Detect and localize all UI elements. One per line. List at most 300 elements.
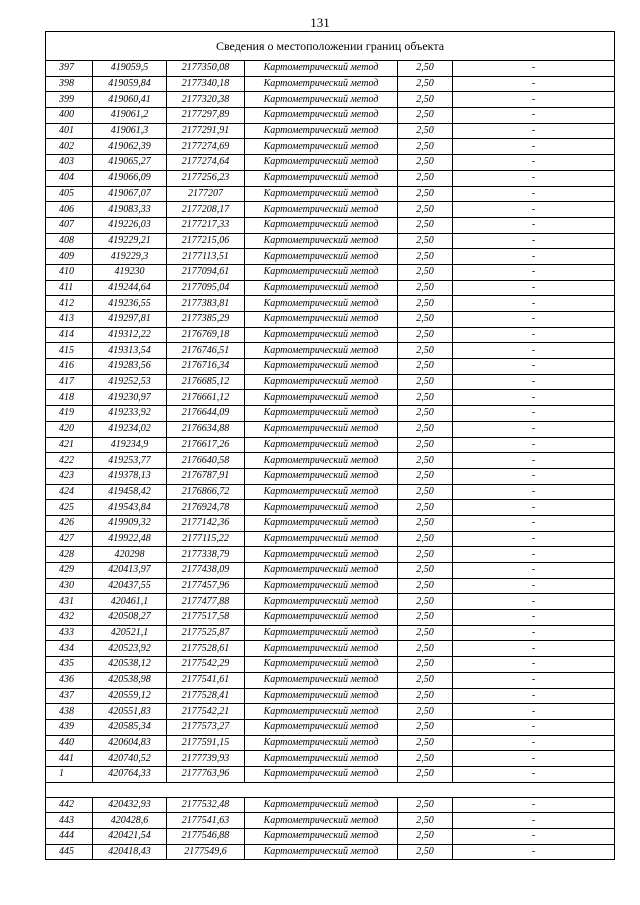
method-cell: Картометрический метод	[245, 829, 398, 845]
y-coordinate-cell: 2177541,61	[167, 672, 245, 688]
y-coordinate-cell: 2177291,91	[167, 123, 245, 139]
accuracy-cell: 2,50	[398, 704, 453, 720]
accuracy-cell: 2,50	[398, 61, 453, 77]
x-coordinate-cell: 419922,48	[93, 531, 167, 547]
x-coordinate-cell: 419297,81	[93, 312, 167, 328]
table-row	[46, 155, 615, 171]
table-row	[46, 672, 615, 688]
point-number-cell: 410	[46, 264, 93, 280]
method-cell: Картометрический метод	[245, 123, 398, 139]
x-coordinate-cell: 420585,34	[93, 719, 167, 735]
method-cell: Картометрический метод	[245, 547, 398, 563]
x-coordinate-cell: 420461,1	[93, 594, 167, 610]
accuracy-cell: 2,50	[398, 312, 453, 328]
method-cell: Картометрический метод	[245, 766, 398, 782]
method-cell: Картометрический метод	[245, 421, 398, 437]
y-coordinate-cell: 2177541,63	[167, 813, 245, 829]
accuracy-cell: 2,50	[398, 500, 453, 516]
x-coordinate-cell: 420521,1	[93, 625, 167, 641]
accuracy-cell: 2,50	[398, 766, 453, 782]
accuracy-cell: 2,50	[398, 123, 453, 139]
description-cell: -	[453, 233, 615, 249]
x-coordinate-cell: 419234,02	[93, 421, 167, 437]
point-number-cell: 442	[46, 797, 93, 813]
accuracy-cell: 2,50	[398, 547, 453, 563]
y-coordinate-cell: 2177438,09	[167, 563, 245, 579]
page-number: 131	[310, 15, 330, 30]
x-coordinate-cell: 419229,21	[93, 233, 167, 249]
description-cell: -	[453, 515, 615, 531]
table-row	[46, 500, 615, 516]
table-row	[46, 421, 615, 437]
y-coordinate-cell: 2176685,12	[167, 374, 245, 390]
x-coordinate-cell: 420413,97	[93, 563, 167, 579]
y-coordinate-cell: 2177350,08	[167, 61, 245, 77]
y-coordinate-cell: 2177528,41	[167, 688, 245, 704]
accuracy-cell: 2,50	[398, 170, 453, 186]
x-coordinate-cell: 419244,64	[93, 280, 167, 296]
point-number-cell: 443	[46, 813, 93, 829]
y-coordinate-cell: 2177739,93	[167, 751, 245, 767]
point-number-cell: 436	[46, 672, 93, 688]
accuracy-cell: 2,50	[398, 217, 453, 233]
x-coordinate-cell: 419252,53	[93, 374, 167, 390]
x-coordinate-cell: 419059,84	[93, 76, 167, 92]
description-cell: -	[453, 641, 615, 657]
y-coordinate-cell: 2177477,88	[167, 594, 245, 610]
table-row	[46, 327, 615, 343]
x-coordinate-cell: 420604,83	[93, 735, 167, 751]
x-coordinate-cell: 420508,27	[93, 610, 167, 626]
accuracy-cell: 2,50	[398, 233, 453, 249]
point-number-cell: 412	[46, 296, 93, 312]
accuracy-cell: 2,50	[398, 390, 453, 406]
table-row	[46, 170, 615, 186]
y-coordinate-cell: 2177385,29	[167, 312, 245, 328]
method-cell: Картометрический метод	[245, 61, 398, 77]
accuracy-cell: 2,50	[398, 829, 453, 845]
method-cell: Картометрический метод	[245, 797, 398, 813]
y-coordinate-cell: 2177115,22	[167, 531, 245, 547]
accuracy-cell: 2,50	[398, 625, 453, 641]
table-row	[46, 625, 615, 641]
table-row	[46, 280, 615, 296]
method-cell: Картометрический метод	[245, 312, 398, 328]
x-coordinate-cell: 419253,77	[93, 453, 167, 469]
table-row	[46, 766, 615, 782]
x-coordinate-cell: 419230,97	[93, 390, 167, 406]
accuracy-cell: 2,50	[398, 359, 453, 375]
y-coordinate-cell: 2177215,06	[167, 233, 245, 249]
point-number-cell: 429	[46, 563, 93, 579]
y-coordinate-cell: 2177094,61	[167, 264, 245, 280]
accuracy-cell: 2,50	[398, 484, 453, 500]
table-row	[46, 264, 615, 280]
point-number-cell: 439	[46, 719, 93, 735]
x-coordinate-cell: 419543,84	[93, 500, 167, 516]
y-coordinate-cell: 2177274,69	[167, 139, 245, 155]
method-cell: Картометрический метод	[245, 264, 398, 280]
description-cell: -	[453, 813, 615, 829]
x-coordinate-cell: 419909,32	[93, 515, 167, 531]
accuracy-cell: 2,50	[398, 515, 453, 531]
y-coordinate-cell: 2176644,09	[167, 406, 245, 422]
description-cell: -	[453, 139, 615, 155]
y-coordinate-cell: 2177573,27	[167, 719, 245, 735]
method-cell: Картометрический метод	[245, 625, 398, 641]
y-coordinate-cell: 2176746,51	[167, 343, 245, 359]
x-coordinate-cell: 420538,98	[93, 672, 167, 688]
description-cell: -	[453, 563, 615, 579]
x-coordinate-cell: 419061,2	[93, 108, 167, 124]
method-cell: Картометрический метод	[245, 672, 398, 688]
description-cell: -	[453, 374, 615, 390]
description-cell: -	[453, 735, 615, 751]
boundary-table	[45, 31, 615, 860]
table-row	[46, 797, 615, 813]
point-number-cell: 421	[46, 437, 93, 453]
method-cell: Картометрический метод	[245, 170, 398, 186]
accuracy-cell: 2,50	[398, 327, 453, 343]
point-number-cell: 432	[46, 610, 93, 626]
point-number-cell: 435	[46, 657, 93, 673]
accuracy-cell: 2,50	[398, 343, 453, 359]
description-cell: -	[453, 327, 615, 343]
x-coordinate-cell: 419229,3	[93, 249, 167, 265]
table-row	[46, 76, 615, 92]
description-cell: -	[453, 766, 615, 782]
point-number-cell: 433	[46, 625, 93, 641]
method-cell: Картометрический метод	[245, 610, 398, 626]
x-coordinate-cell: 419378,13	[93, 468, 167, 484]
table-row	[46, 719, 615, 735]
y-coordinate-cell: 2177217,33	[167, 217, 245, 233]
table-header-row	[46, 32, 615, 61]
method-cell: Картометрический метод	[245, 327, 398, 343]
x-coordinate-cell: 419233,92	[93, 406, 167, 422]
x-coordinate-cell: 420298	[93, 547, 167, 563]
point-number-cell: 416	[46, 359, 93, 375]
method-cell: Картометрический метод	[245, 735, 398, 751]
method-cell: Картометрический метод	[245, 515, 398, 531]
point-number-cell: 404	[46, 170, 93, 186]
x-coordinate-cell: 420551,83	[93, 704, 167, 720]
description-cell: -	[453, 108, 615, 124]
accuracy-cell: 2,50	[398, 751, 453, 767]
accuracy-cell: 2,50	[398, 797, 453, 813]
description-cell: -	[453, 421, 615, 437]
y-coordinate-cell: 2177528,61	[167, 641, 245, 657]
table-row	[46, 453, 615, 469]
method-cell: Картометрический метод	[245, 186, 398, 202]
description-cell: -	[453, 453, 615, 469]
point-number-cell: 445	[46, 844, 93, 860]
y-coordinate-cell: 2176716,34	[167, 359, 245, 375]
description-cell: -	[453, 657, 615, 673]
x-coordinate-cell: 419236,55	[93, 296, 167, 312]
point-number-cell: 422	[46, 453, 93, 469]
table-row	[46, 343, 615, 359]
description-cell: -	[453, 76, 615, 92]
y-coordinate-cell: 2177546,88	[167, 829, 245, 845]
x-coordinate-cell: 420432,93	[93, 797, 167, 813]
table-row	[46, 139, 615, 155]
method-cell: Картометрический метод	[245, 233, 398, 249]
table-row	[46, 233, 615, 249]
point-number-cell: 444	[46, 829, 93, 845]
table-row	[46, 217, 615, 233]
method-cell: Картометрический метод	[245, 296, 398, 312]
method-cell: Картометрический метод	[245, 217, 398, 233]
x-coordinate-cell: 420428,6	[93, 813, 167, 829]
method-cell: Картометрический метод	[245, 280, 398, 296]
accuracy-cell: 2,50	[398, 374, 453, 390]
table-row	[46, 735, 615, 751]
table-title: Сведения о местоположении границ объекта	[46, 32, 615, 61]
point-number-cell: 413	[46, 312, 93, 328]
method-cell: Картометрический метод	[245, 657, 398, 673]
accuracy-cell: 2,50	[398, 641, 453, 657]
x-coordinate-cell: 420740,52	[93, 751, 167, 767]
description-cell: -	[453, 547, 615, 563]
method-cell: Картометрический метод	[245, 139, 398, 155]
point-number-cell: 406	[46, 202, 93, 218]
x-coordinate-cell: 419060,41	[93, 92, 167, 108]
accuracy-cell: 2,50	[398, 594, 453, 610]
y-coordinate-cell: 2176661,12	[167, 390, 245, 406]
y-coordinate-cell: 2177542,29	[167, 657, 245, 673]
accuracy-cell: 2,50	[398, 421, 453, 437]
accuracy-cell: 2,50	[398, 249, 453, 265]
table-row	[46, 390, 615, 406]
point-number-cell: 424	[46, 484, 93, 500]
accuracy-cell: 2,50	[398, 280, 453, 296]
table-row	[46, 829, 615, 845]
accuracy-cell: 2,50	[398, 76, 453, 92]
table-row	[46, 813, 615, 829]
x-coordinate-cell: 419234,9	[93, 437, 167, 453]
x-coordinate-cell: 419230	[93, 264, 167, 280]
description-cell: -	[453, 484, 615, 500]
x-coordinate-cell: 419059,5	[93, 61, 167, 77]
table-row	[46, 108, 615, 124]
method-cell: Картометрический метод	[245, 578, 398, 594]
y-coordinate-cell: 2177763,96	[167, 766, 245, 782]
x-coordinate-cell: 419065,27	[93, 155, 167, 171]
point-number-cell: 428	[46, 547, 93, 563]
y-coordinate-cell: 2177208,17	[167, 202, 245, 218]
y-coordinate-cell: 2177095,04	[167, 280, 245, 296]
y-coordinate-cell: 2177383,81	[167, 296, 245, 312]
x-coordinate-cell: 420421,54	[93, 829, 167, 845]
method-cell: Картометрический метод	[245, 374, 398, 390]
table-row	[46, 531, 615, 547]
table-row	[46, 92, 615, 108]
method-cell: Картометрический метод	[245, 108, 398, 124]
method-cell: Картометрический метод	[245, 531, 398, 547]
point-number-cell: 409	[46, 249, 93, 265]
table-row	[46, 202, 615, 218]
y-coordinate-cell: 2177591,15	[167, 735, 245, 751]
method-cell: Картометрический метод	[245, 359, 398, 375]
method-cell: Картометрический метод	[245, 844, 398, 860]
method-cell: Картометрический метод	[245, 406, 398, 422]
x-coordinate-cell: 420437,55	[93, 578, 167, 594]
point-number-cell: 398	[46, 76, 93, 92]
point-number-cell: 400	[46, 108, 93, 124]
method-cell: Картометрический метод	[245, 453, 398, 469]
point-number-cell: 402	[46, 139, 93, 155]
method-cell: Картометрический метод	[245, 594, 398, 610]
point-number-cell: 420	[46, 421, 93, 437]
table-row	[46, 437, 615, 453]
x-coordinate-cell: 419226,03	[93, 217, 167, 233]
point-number-cell: 397	[46, 61, 93, 77]
x-coordinate-cell: 419283,56	[93, 359, 167, 375]
point-number-cell: 426	[46, 515, 93, 531]
accuracy-cell: 2,50	[398, 92, 453, 108]
y-coordinate-cell: 2177297,89	[167, 108, 245, 124]
point-number-cell: 441	[46, 751, 93, 767]
x-coordinate-cell: 420764,33	[93, 766, 167, 782]
accuracy-cell: 2,50	[398, 202, 453, 218]
description-cell: -	[453, 625, 615, 641]
table-row	[46, 359, 615, 375]
y-coordinate-cell: 2176924,78	[167, 500, 245, 516]
x-coordinate-cell: 419062,39	[93, 139, 167, 155]
method-cell: Картометрический метод	[245, 92, 398, 108]
x-coordinate-cell: 419313,54	[93, 343, 167, 359]
point-number-cell: 417	[46, 374, 93, 390]
description-cell: -	[453, 217, 615, 233]
point-number-cell: 403	[46, 155, 93, 171]
x-coordinate-cell: 419083,33	[93, 202, 167, 218]
y-coordinate-cell: 2177340,18	[167, 76, 245, 92]
accuracy-cell: 2,50	[398, 531, 453, 547]
x-coordinate-cell: 419061,3	[93, 123, 167, 139]
x-coordinate-cell: 419458,42	[93, 484, 167, 500]
table-row	[46, 249, 615, 265]
description-cell: -	[453, 704, 615, 720]
point-number-cell: 408	[46, 233, 93, 249]
method-cell: Картометрический метод	[245, 202, 398, 218]
description-cell: -	[453, 170, 615, 186]
table-row	[46, 296, 615, 312]
point-number-cell: 437	[46, 688, 93, 704]
y-coordinate-cell: 2177542,21	[167, 704, 245, 720]
accuracy-cell: 2,50	[398, 578, 453, 594]
accuracy-cell: 2,50	[398, 735, 453, 751]
method-cell: Картометрический метод	[245, 76, 398, 92]
table-separator-row	[46, 782, 615, 797]
table-row	[46, 563, 615, 579]
description-cell: -	[453, 594, 615, 610]
point-number-cell: 1	[46, 766, 93, 782]
description-cell: -	[453, 296, 615, 312]
table-row	[46, 657, 615, 673]
y-coordinate-cell: 2176640,58	[167, 453, 245, 469]
description-cell: -	[453, 797, 615, 813]
table-row	[46, 594, 615, 610]
accuracy-cell: 2,50	[398, 657, 453, 673]
accuracy-cell: 2,50	[398, 672, 453, 688]
description-cell: -	[453, 249, 615, 265]
description-cell: -	[453, 844, 615, 860]
method-cell: Картометрический метод	[245, 641, 398, 657]
description-cell: -	[453, 390, 615, 406]
y-coordinate-cell: 2176634,88	[167, 421, 245, 437]
description-cell: -	[453, 202, 615, 218]
x-coordinate-cell: 420559,12	[93, 688, 167, 704]
table-row	[46, 704, 615, 720]
point-number-cell: 414	[46, 327, 93, 343]
x-coordinate-cell: 419312,22	[93, 327, 167, 343]
y-coordinate-cell: 2176787,91	[167, 468, 245, 484]
accuracy-cell: 2,50	[398, 155, 453, 171]
y-coordinate-cell: 2177256,23	[167, 170, 245, 186]
accuracy-cell: 2,50	[398, 264, 453, 280]
description-cell: -	[453, 751, 615, 767]
description-cell: -	[453, 437, 615, 453]
description-cell: -	[453, 672, 615, 688]
point-number-cell: 401	[46, 123, 93, 139]
method-cell: Картометрический метод	[245, 688, 398, 704]
method-cell: Картометрический метод	[245, 500, 398, 516]
method-cell: Картометрический метод	[245, 563, 398, 579]
description-cell: -	[453, 61, 615, 77]
table-row	[46, 641, 615, 657]
description-cell: -	[453, 280, 615, 296]
y-coordinate-cell: 2176769,18	[167, 327, 245, 343]
table-row	[46, 123, 615, 139]
description-cell: -	[453, 468, 615, 484]
accuracy-cell: 2,50	[398, 406, 453, 422]
method-cell: Картометрический метод	[245, 468, 398, 484]
accuracy-cell: 2,50	[398, 437, 453, 453]
description-cell: -	[453, 343, 615, 359]
point-number-cell: 407	[46, 217, 93, 233]
method-cell: Картометрический метод	[245, 719, 398, 735]
y-coordinate-cell: 2176866,72	[167, 484, 245, 500]
point-number-cell: 419	[46, 406, 93, 422]
point-number-cell: 440	[46, 735, 93, 751]
method-cell: Картометрический метод	[245, 390, 398, 406]
description-cell: -	[453, 155, 615, 171]
point-number-cell: 425	[46, 500, 93, 516]
table-row	[46, 844, 615, 860]
accuracy-cell: 2,50	[398, 468, 453, 484]
table-row	[46, 578, 615, 594]
point-number-cell: 418	[46, 390, 93, 406]
y-coordinate-cell: 2176617,26	[167, 437, 245, 453]
point-number-cell: 423	[46, 468, 93, 484]
accuracy-cell: 2,50	[398, 108, 453, 124]
table-row	[46, 374, 615, 390]
description-cell: -	[453, 719, 615, 735]
y-coordinate-cell: 2177457,96	[167, 578, 245, 594]
y-coordinate-cell: 2177525,87	[167, 625, 245, 641]
x-coordinate-cell: 419067,07	[93, 186, 167, 202]
description-cell: -	[453, 312, 615, 328]
accuracy-cell: 2,50	[398, 453, 453, 469]
method-cell: Картометрический метод	[245, 437, 398, 453]
accuracy-cell: 2,50	[398, 563, 453, 579]
point-number-cell: 431	[46, 594, 93, 610]
description-cell: -	[453, 829, 615, 845]
table-row	[46, 61, 615, 77]
description-cell: -	[453, 264, 615, 280]
accuracy-cell: 2,50	[398, 139, 453, 155]
